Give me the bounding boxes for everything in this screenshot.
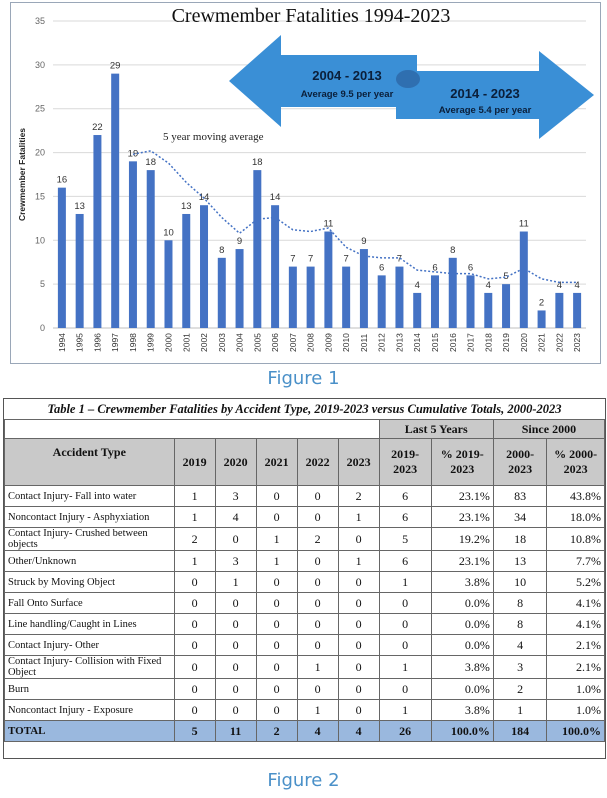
group-header-since-2000: Since 2000 xyxy=(493,420,604,439)
x-tick-label: 2001 xyxy=(181,333,192,352)
table-cell: 3 xyxy=(215,486,256,507)
moving-average-label: 5 year moving average xyxy=(163,131,264,143)
data-label: 9 xyxy=(236,236,243,248)
column-header: % 2000- 2023 xyxy=(547,439,605,486)
data-label: 7 xyxy=(343,253,349,265)
table-cell: 4.1% xyxy=(547,614,605,635)
table-cell: 1 xyxy=(338,551,379,572)
table-cell: 0 xyxy=(256,593,297,614)
y-tick-label: 5 xyxy=(39,279,45,290)
table-cell: 0 xyxy=(256,656,297,679)
table-cell: 6 xyxy=(379,507,431,528)
data-label: 8 xyxy=(450,244,456,256)
bar xyxy=(271,205,279,328)
table-cell: 0 xyxy=(174,572,215,593)
table-cell: 1.0% xyxy=(547,679,605,700)
table-cell: 2.1% xyxy=(547,656,605,679)
table-cell: 0 xyxy=(174,614,215,635)
x-tick-label: 2015 xyxy=(429,333,440,352)
bar xyxy=(182,214,190,328)
table-title: Table 1 – Crewmember Fatalities by Accident Type, 2019-2023 versus Cumulative Totals, 2000-2023 xyxy=(5,399,605,420)
table-cell: 0 xyxy=(379,679,431,700)
arrow-right-range: 2014 - 2023 xyxy=(450,86,520,101)
x-tick-label: 2007 xyxy=(287,333,298,352)
data-label: 9 xyxy=(361,236,367,248)
data-label: 11 xyxy=(323,218,334,230)
arrow-right-note: Average 5.4 per year xyxy=(438,105,532,116)
accident-type-cell: Struck by Moving Object xyxy=(5,572,175,593)
table-cell: 8 xyxy=(493,614,547,635)
chart-title: Crewmember Fatalities 1994-2023 xyxy=(171,5,451,27)
table-cell: 0 xyxy=(379,635,431,656)
column-header: % 2019- 2023 xyxy=(431,439,493,486)
table-cell: 1 xyxy=(493,700,547,721)
x-tick-label: 1995 xyxy=(74,333,85,352)
x-tick-label: 1998 xyxy=(127,333,138,352)
table-cell: 2 xyxy=(256,721,297,742)
y-tick-label: 15 xyxy=(34,191,45,202)
bar xyxy=(342,267,350,328)
table-cell: 0 xyxy=(215,635,256,656)
accident-type-cell: Contact Injury- Collision with Fixed Object xyxy=(5,656,175,679)
table-cell: 0 xyxy=(379,614,431,635)
bar xyxy=(147,170,155,328)
x-tick-label: 1999 xyxy=(145,333,156,352)
table-cell: 100.0% xyxy=(547,721,605,742)
table-cell: 26 xyxy=(379,721,431,742)
column-header: 2022 xyxy=(297,439,338,486)
table-cell: 6 xyxy=(379,486,431,507)
table-cell: 23.1% xyxy=(431,551,493,572)
bar xyxy=(93,135,101,328)
bar xyxy=(573,293,581,328)
data-label: 13 xyxy=(74,200,85,212)
column-header: 2023 xyxy=(338,439,379,486)
column-header: 2000- 2023 xyxy=(493,439,547,486)
accident-type-cell: Noncontact Injury - Exposure xyxy=(5,700,175,721)
table-cell: 0 xyxy=(297,486,338,507)
column-header: 2020 xyxy=(215,439,256,486)
table-cell: 43.8% xyxy=(547,486,605,507)
table-cell: 0 xyxy=(256,614,297,635)
data-label: 5 xyxy=(503,271,509,283)
data-label: 10 xyxy=(163,227,174,239)
table-cell: 0 xyxy=(338,635,379,656)
table-cell: 3.8% xyxy=(431,700,493,721)
table-cell: 1 xyxy=(174,507,215,528)
bar xyxy=(502,284,510,328)
table-row xyxy=(5,593,605,614)
table-cell: 0 xyxy=(215,700,256,721)
x-tick-label: 1996 xyxy=(92,333,103,352)
x-tick-label: 2004 xyxy=(234,333,245,352)
table-cell: 18.0% xyxy=(547,507,605,528)
table-cell: 0 xyxy=(256,572,297,593)
x-tick-label: 2012 xyxy=(376,333,387,352)
table-cell: 8 xyxy=(493,593,547,614)
bar xyxy=(236,249,244,328)
bar xyxy=(111,74,119,328)
bar xyxy=(218,258,226,328)
table-cell: 0 xyxy=(338,614,379,635)
bar xyxy=(449,258,457,328)
table-cell: 1 xyxy=(256,551,297,572)
table-cell: 1 xyxy=(297,700,338,721)
y-tick-label: 20 xyxy=(34,147,45,158)
x-tick-label: 2006 xyxy=(270,333,281,352)
table-row xyxy=(5,528,605,551)
bar xyxy=(76,214,84,328)
bar xyxy=(253,170,261,328)
bar xyxy=(360,249,368,328)
table-row xyxy=(5,656,605,679)
data-label: 7 xyxy=(307,253,314,265)
table-cell: 18 xyxy=(493,528,547,551)
x-tick-label: 2018 xyxy=(483,333,494,352)
table-cell: 3 xyxy=(215,551,256,572)
table-cell: 1 xyxy=(379,656,431,679)
data-label: 7 xyxy=(290,253,296,265)
table-cell: 5 xyxy=(174,721,215,742)
x-tick-label: 2020 xyxy=(518,333,529,352)
accident-type-cell: Noncontact Injury - Asphyxiation xyxy=(5,507,175,528)
table-cell: 1 xyxy=(379,700,431,721)
bar xyxy=(289,267,297,328)
table-cell: 0 xyxy=(297,507,338,528)
table-row xyxy=(5,679,605,700)
column-header: 2019 xyxy=(174,439,215,486)
table-cell: 0 xyxy=(256,635,297,656)
data-label: 14 xyxy=(198,192,210,204)
table-cell: 1 xyxy=(174,486,215,507)
table-cell: 23.1% xyxy=(431,507,493,528)
table-cell: 0 xyxy=(174,593,215,614)
table-cell: 1 xyxy=(297,656,338,679)
table-cell: 0.0% xyxy=(431,593,493,614)
table-cell: 0 xyxy=(379,593,431,614)
x-tick-label: 1997 xyxy=(110,333,121,352)
column-header: 2021 xyxy=(256,439,297,486)
table-cell: 0 xyxy=(256,486,297,507)
group-header-blank xyxy=(5,420,380,439)
figure-2-caption: Figure 2 xyxy=(267,770,340,791)
table-cell: 0 xyxy=(215,593,256,614)
table-cell: 0 xyxy=(297,593,338,614)
table-cell: 3.8% xyxy=(431,656,493,679)
data-label: 6 xyxy=(432,262,438,274)
table-cell: 3.8% xyxy=(431,572,493,593)
table-cell: 34 xyxy=(493,507,547,528)
accident-type-cell: Contact Injury- Other xyxy=(5,635,175,656)
x-tick-label: 2000 xyxy=(163,333,174,352)
table-cell: 0.0% xyxy=(431,614,493,635)
table-cell: 0 xyxy=(174,700,215,721)
x-tick-label: 2019 xyxy=(501,333,512,352)
bar xyxy=(555,293,563,328)
data-label: 7 xyxy=(396,253,403,265)
data-label: 14 xyxy=(269,192,281,204)
table-cell: 3 xyxy=(493,656,547,679)
figure-1-caption: Figure 1 xyxy=(267,368,340,389)
moving-average-line xyxy=(133,151,577,283)
table-cell: 2 xyxy=(493,679,547,700)
table-cell: 1 xyxy=(174,551,215,572)
table-cell: 19.2% xyxy=(431,528,493,551)
x-tick-label: 2005 xyxy=(252,333,263,352)
x-tick-label: 2002 xyxy=(199,333,210,352)
bar xyxy=(520,232,528,328)
table-row xyxy=(5,551,605,572)
chart-canvas xyxy=(11,3,600,363)
table-row xyxy=(5,614,605,635)
bar xyxy=(200,205,208,328)
x-tick-label: 2010 xyxy=(341,333,352,352)
accident-type-cell: Other/Unknown xyxy=(5,551,175,572)
bar xyxy=(484,293,492,328)
y-tick-label: 0 xyxy=(39,323,45,333)
table-cell: 0 xyxy=(215,528,256,551)
bar xyxy=(164,240,172,328)
data-label: 6 xyxy=(379,262,385,274)
fatalities-table-container xyxy=(3,398,606,759)
bar xyxy=(431,275,439,328)
column-header: 2019- 2023 xyxy=(379,439,431,486)
table-cell: 4 xyxy=(215,507,256,528)
table-cell: 0 xyxy=(297,635,338,656)
table-cell: 0 xyxy=(256,700,297,721)
table-cell: 100.0% xyxy=(431,721,493,742)
table-cell: 2 xyxy=(174,528,215,551)
table-cell: 0.0% xyxy=(431,635,493,656)
x-tick-label: 2003 xyxy=(216,333,227,352)
x-tick-label: 2016 xyxy=(447,333,458,352)
bar xyxy=(324,232,332,328)
y-tick-label: 25 xyxy=(34,103,45,114)
data-label: 8 xyxy=(219,244,225,256)
arrow-left-note: Average 9.5 per year xyxy=(300,89,394,100)
table-cell: 0 xyxy=(215,679,256,700)
data-label: 11 xyxy=(518,218,529,230)
table-cell: 0 xyxy=(297,572,338,593)
table-cell: 0 xyxy=(174,656,215,679)
chart-figure-1 xyxy=(10,2,601,364)
x-tick-label: 2022 xyxy=(554,333,565,352)
table-cell: 0 xyxy=(174,635,215,656)
table-cell: 0 xyxy=(174,679,215,700)
table-cell: 23.1% xyxy=(431,486,493,507)
table-cell: 0 xyxy=(215,614,256,635)
x-tick-label: 2023 xyxy=(572,333,583,352)
table-cell: 1 xyxy=(338,507,379,528)
data-label: 29 xyxy=(109,60,121,72)
table-row xyxy=(5,507,605,528)
table-cell: 13 xyxy=(493,551,547,572)
table-cell: 0 xyxy=(338,572,379,593)
x-tick-label: 1994 xyxy=(56,333,67,352)
table-cell: 5.2% xyxy=(547,572,605,593)
table-row xyxy=(5,486,605,507)
data-label: 4 xyxy=(556,279,562,291)
arrow-left-range: 2004 - 2013 xyxy=(312,68,382,83)
x-tick-label: 2009 xyxy=(323,333,334,352)
arrow-fold-shape xyxy=(396,70,420,88)
table-row xyxy=(5,572,605,593)
table-cell: 0 xyxy=(338,593,379,614)
y-tick-label: 10 xyxy=(34,235,45,246)
table-cell: 4 xyxy=(338,721,379,742)
table-cell: 184 xyxy=(493,721,547,742)
data-label: 4 xyxy=(414,279,420,291)
y-axis-label: Crewmember Fatalities xyxy=(17,127,27,222)
total-row xyxy=(5,721,605,742)
table-cell: 0 xyxy=(338,679,379,700)
table-cell: 4.1% xyxy=(547,593,605,614)
data-label: 19 xyxy=(127,148,139,160)
data-label: 16 xyxy=(56,174,68,186)
x-tick-label: 2017 xyxy=(465,333,476,352)
table-cell: 6 xyxy=(379,551,431,572)
data-label: 18 xyxy=(252,157,263,169)
bar xyxy=(378,275,386,328)
accident-type-cell: TOTAL xyxy=(5,721,175,742)
bar xyxy=(307,267,315,328)
table-cell: 5 xyxy=(379,528,431,551)
group-header-last-5-years: Last 5 Years xyxy=(379,420,493,439)
table-cell: 4 xyxy=(297,721,338,742)
data-label: 13 xyxy=(180,200,192,212)
table-cell: 11 xyxy=(215,721,256,742)
table-cell: 0 xyxy=(297,679,338,700)
table-cell: 10 xyxy=(493,572,547,593)
table-cell: 0 xyxy=(297,614,338,635)
table-cell: 0 xyxy=(256,507,297,528)
accident-type-cell: Contact Injury- Fall into water xyxy=(5,486,175,507)
table-row xyxy=(5,635,605,656)
x-tick-label: 2008 xyxy=(305,333,316,352)
data-label: 4 xyxy=(574,279,580,291)
accident-type-cell: Fall Onto Surface xyxy=(5,593,175,614)
table-cell: 1 xyxy=(379,572,431,593)
table-cell: 10.8% xyxy=(547,528,605,551)
data-label: 6 xyxy=(467,262,474,274)
y-tick-label: 35 xyxy=(34,16,45,26)
table-cell: 0.0% xyxy=(431,679,493,700)
table-cell: 4 xyxy=(493,635,547,656)
bar xyxy=(413,293,421,328)
table-cell: 2 xyxy=(338,486,379,507)
table-cell: 83 xyxy=(493,486,547,507)
data-label: 4 xyxy=(485,279,491,291)
table-cell: 0 xyxy=(297,551,338,572)
bar xyxy=(467,275,475,328)
table-cell: 0 xyxy=(338,700,379,721)
bar xyxy=(58,188,66,328)
fatalities-table xyxy=(4,399,605,742)
table-cell: 0 xyxy=(338,528,379,551)
accident-type-cell: Burn xyxy=(5,679,175,700)
table-cell: 0 xyxy=(256,679,297,700)
data-label: 2 xyxy=(538,297,545,309)
accident-type-cell: Contact Injury- Crushed between objects xyxy=(5,528,175,551)
table-cell: 0 xyxy=(338,656,379,679)
table-cell: 1 xyxy=(215,572,256,593)
table-row xyxy=(5,700,605,721)
data-label: 22 xyxy=(92,122,103,134)
table-cell: 7.7% xyxy=(547,551,605,572)
x-tick-label: 2011 xyxy=(358,333,369,352)
x-tick-label: 2013 xyxy=(394,333,405,352)
x-tick-label: 2014 xyxy=(412,333,423,352)
column-header: Accident Type xyxy=(5,439,175,486)
table-cell: 1 xyxy=(256,528,297,551)
y-tick-label: 30 xyxy=(34,59,45,70)
table-cell: 1.0% xyxy=(547,700,605,721)
bar xyxy=(538,310,546,328)
bar xyxy=(395,267,403,328)
table-cell: 0 xyxy=(215,656,256,679)
table-cell: 2 xyxy=(297,528,338,551)
data-label: 18 xyxy=(145,157,157,169)
accident-type-cell: Line handling/Caught in Lines xyxy=(5,614,175,635)
table-cell: 2.1% xyxy=(547,635,605,656)
bar xyxy=(129,161,137,328)
x-tick-label: 2021 xyxy=(536,333,547,352)
